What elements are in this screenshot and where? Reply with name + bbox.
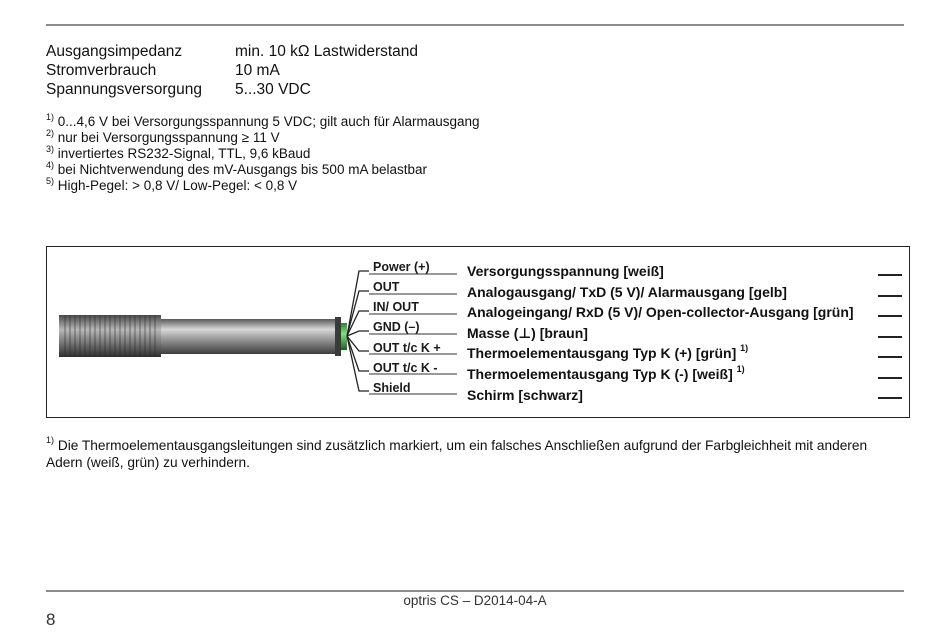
footnote-text: High-Pegel: > 0,8 V/ Low-Pegel: < 0,8 V bbox=[57, 178, 298, 193]
wire-label-gnd: GND (–) bbox=[373, 320, 420, 334]
wire-label-power: Power (+) bbox=[373, 260, 430, 274]
wire-label-tc-plus: OUT t/c K + bbox=[373, 341, 441, 355]
footnote-text: nur bei Versorgungsspannung ≥ 11 V bbox=[57, 130, 280, 145]
wire-desc-text: Thermoelementausgang Typ K (-) [weiß] bbox=[467, 366, 733, 382]
wire-desc-text: Versorgungsspannung [weiß] bbox=[467, 263, 664, 279]
wire-label-out: OUT bbox=[373, 280, 400, 294]
note-text: Die Thermoelementausgangsleitungen sind zusätzlich markiert, um ein falsches Anschließen aufgrund der Farbgleichheit mit anderen Adern (weiß, grün) zu verhindern. bbox=[46, 438, 868, 470]
wire-desc-power bbox=[467, 263, 664, 279]
wire-dash bbox=[878, 397, 902, 399]
footnote-1 bbox=[46, 111, 480, 130]
sensor-green-cap bbox=[341, 323, 347, 350]
footnote-text: 0...4,6 V bei Versorgungsspannung 5 VDC; gilt auch für Alarmausgang bbox=[57, 114, 480, 129]
top-rule bbox=[46, 24, 904, 26]
wire-label-in-out: IN/ OUT bbox=[373, 300, 419, 314]
wire-label-shield: Shield bbox=[373, 381, 411, 395]
wire-dash bbox=[878, 377, 902, 379]
bottom-rule bbox=[46, 590, 904, 592]
footnote-marker: 4) bbox=[46, 159, 55, 170]
wire-desc-text: Analogeingang/ RxD (5 V)/ Open-collector-Ausgang [grün] bbox=[467, 304, 854, 320]
footnote-marker: 1) bbox=[740, 343, 749, 354]
wire-desc-text: Analogausgang/ TxD (5 V)/ Alarmausgang [gelb] bbox=[467, 284, 787, 300]
wire-desc-shield bbox=[467, 387, 583, 403]
wire-desc-text: Schirm [schwarz] bbox=[467, 387, 583, 403]
footnote-2 bbox=[46, 127, 280, 146]
wire-desc-in-out bbox=[467, 304, 854, 320]
spec-label: Stromverbrauch bbox=[46, 62, 157, 79]
wire-desc-tc-minus bbox=[467, 366, 745, 382]
wire-dash bbox=[878, 274, 902, 276]
wire-dash bbox=[878, 356, 902, 358]
wire-desc-text: Thermoelementausgang Typ K (+) [grün] bbox=[467, 345, 737, 361]
footnote-marker: 5) bbox=[46, 175, 55, 186]
wire-label-tc-minus: OUT t/c K - bbox=[373, 361, 438, 375]
footnote-3 bbox=[46, 143, 311, 162]
footnote-text: bei Nichtverwendung des mV-Ausgangs bis 500 mA belastbar bbox=[57, 162, 427, 177]
wire-desc-text: Masse (⊥) [braun] bbox=[467, 325, 588, 341]
footnote-marker: 2) bbox=[46, 127, 55, 138]
footnote-marker: 1) bbox=[46, 111, 55, 122]
footnote-text: invertiertes RS232-Signal, TTL, 9,6 kBaud bbox=[57, 146, 311, 161]
wire-dash bbox=[878, 336, 902, 338]
document-footer: optris CS – D2014-04-A bbox=[403, 593, 547, 608]
spec-label: Ausgangsimpedanz bbox=[46, 43, 183, 60]
wire-desc-tc-plus bbox=[467, 345, 748, 361]
wire-dash bbox=[878, 295, 902, 297]
footnote-5 bbox=[46, 175, 298, 194]
footnote-4 bbox=[46, 159, 427, 178]
thermocouple-note bbox=[46, 437, 906, 471]
footnote-marker: 3) bbox=[46, 143, 55, 154]
sensor-body bbox=[161, 319, 337, 354]
spec-value: min. 10 kΩ Lastwiderstand bbox=[235, 43, 419, 60]
wiring-diagram bbox=[46, 246, 910, 418]
footnote-marker: 1) bbox=[46, 435, 55, 446]
wire-desc-out bbox=[467, 284, 787, 300]
spec-label: Spannungsversorgung bbox=[46, 81, 202, 98]
spec-value: 10 mA bbox=[235, 62, 280, 79]
sensor-collar bbox=[335, 317, 341, 356]
page-number: 8 bbox=[46, 610, 56, 629]
spec-value: 5...30 VDC bbox=[235, 81, 311, 98]
footnote-marker: 1) bbox=[736, 364, 745, 375]
wire-dash bbox=[878, 315, 902, 317]
wire-lines bbox=[347, 271, 369, 391]
wire-desc-gnd bbox=[467, 325, 588, 341]
